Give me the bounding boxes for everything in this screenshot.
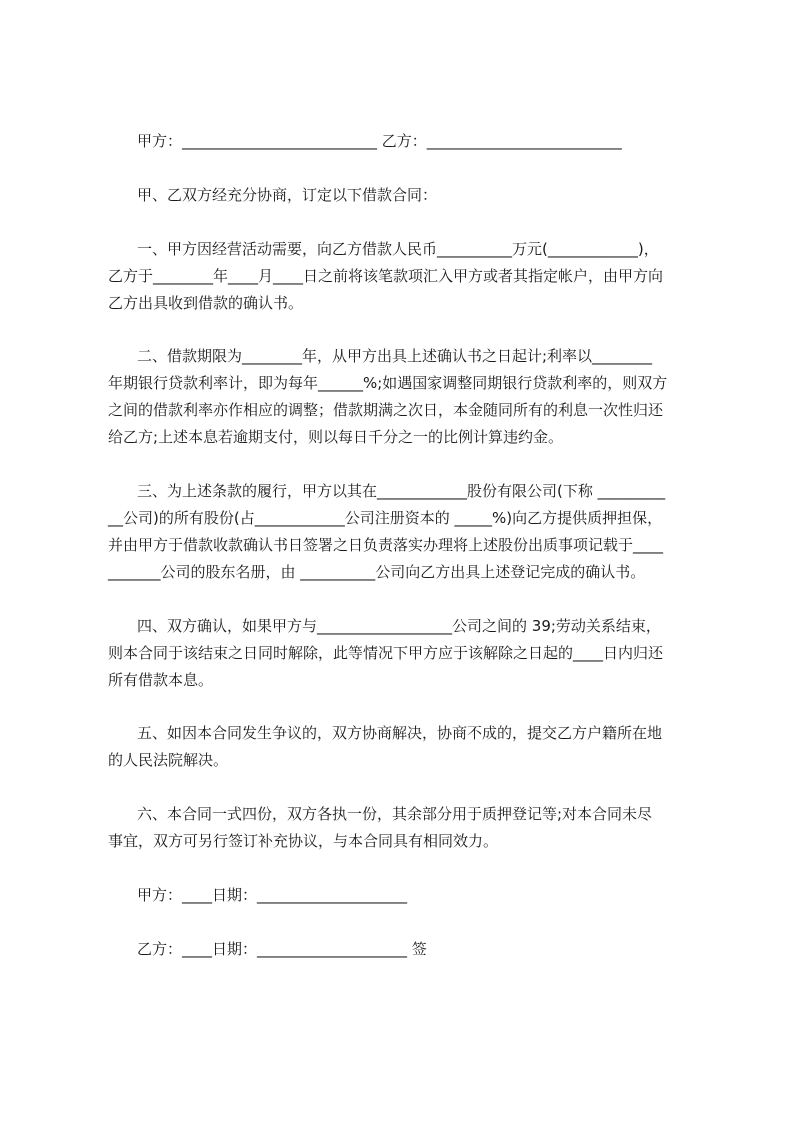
clause-6-line-1: 六、本合同一式四份，双方各执一份，其余部分用于质押登记等;对本合同未尽 [137,805,653,823]
clause-4-line-3: 所有借款本息。 [108,671,214,689]
signature-party-b: 乙方：____日期：____________________ 签 [137,940,427,958]
clause-1-line-3: 乙方出具收到借款的确认书。 [108,294,304,312]
clause-5-line-2: 的人民法院解决。 [108,751,229,769]
clause-6-line-2: 事宜，双方可另行签订补充协议，与本合同具有相同效力。 [108,832,499,850]
clause-5-line-1: 五、如因本合同发生争议的，双方协商解决，协商不成的，提交乙方户籍所在地 [137,724,663,742]
clause-4-line-1: 四、双方确认，如果甲方与__________________公司之间的 39;劳动关系结束， [137,617,661,635]
contract-intro: 甲、乙双方经充分协商，订定以下借款合同： [137,186,438,204]
clause-3-line-3: 并由甲方于借款收款确认书日签署之日负责落实办理将上述股份出质事项记载于____ [108,536,664,554]
clause-1-line-2: 乙方于________年____月____日之前将该笔款项汇入甲方或者其指定帐户，由甲方向 [108,267,664,285]
signature-party-a: 甲方：____日期：____________________ [137,886,408,904]
clause-4-line-2: 则本合同于该结束之日同时解除，此等情况下甲方应于该解除之日起的____日内归还 [108,644,664,662]
clause-2-line-3: 之间的借款利率亦作相应的调整；借款期满之次日，本金随同所有的利息一次性归还 [108,401,664,419]
clause-2-line-1: 二、借款期限为________年，从甲方出具上述确认书之日起计;利率以________ [137,347,653,365]
clause-3-line-2: __公司)的所有股份(占____________公司注册资本的 _____%)向乙方提供质押担保， [108,509,663,527]
clause-3-line-4: _______公司的股东名册，由 __________公司向乙方出具上述登记完成的确认书。 [108,563,646,581]
clause-2-line-4: 给乙方;上述本息若逾期支付，则以每日千分之一的比例计算违约金。 [108,428,564,446]
clause-3-line-1: 三、为上述条款的履行，甲方以其在____________股份有限公司(下称 _________ [137,482,666,500]
clause-1-line-1: 一、甲方因经营活动需要，向乙方借款人民币__________万元(____________)， [137,240,659,258]
parties-line: 甲方：__________________________ 乙方：__________________________ [137,132,622,150]
clause-2-line-2: 年期银行贷款利率计，即为每年______%;如遇国家调整同期银行贷款利率的，则双方 [108,374,668,392]
